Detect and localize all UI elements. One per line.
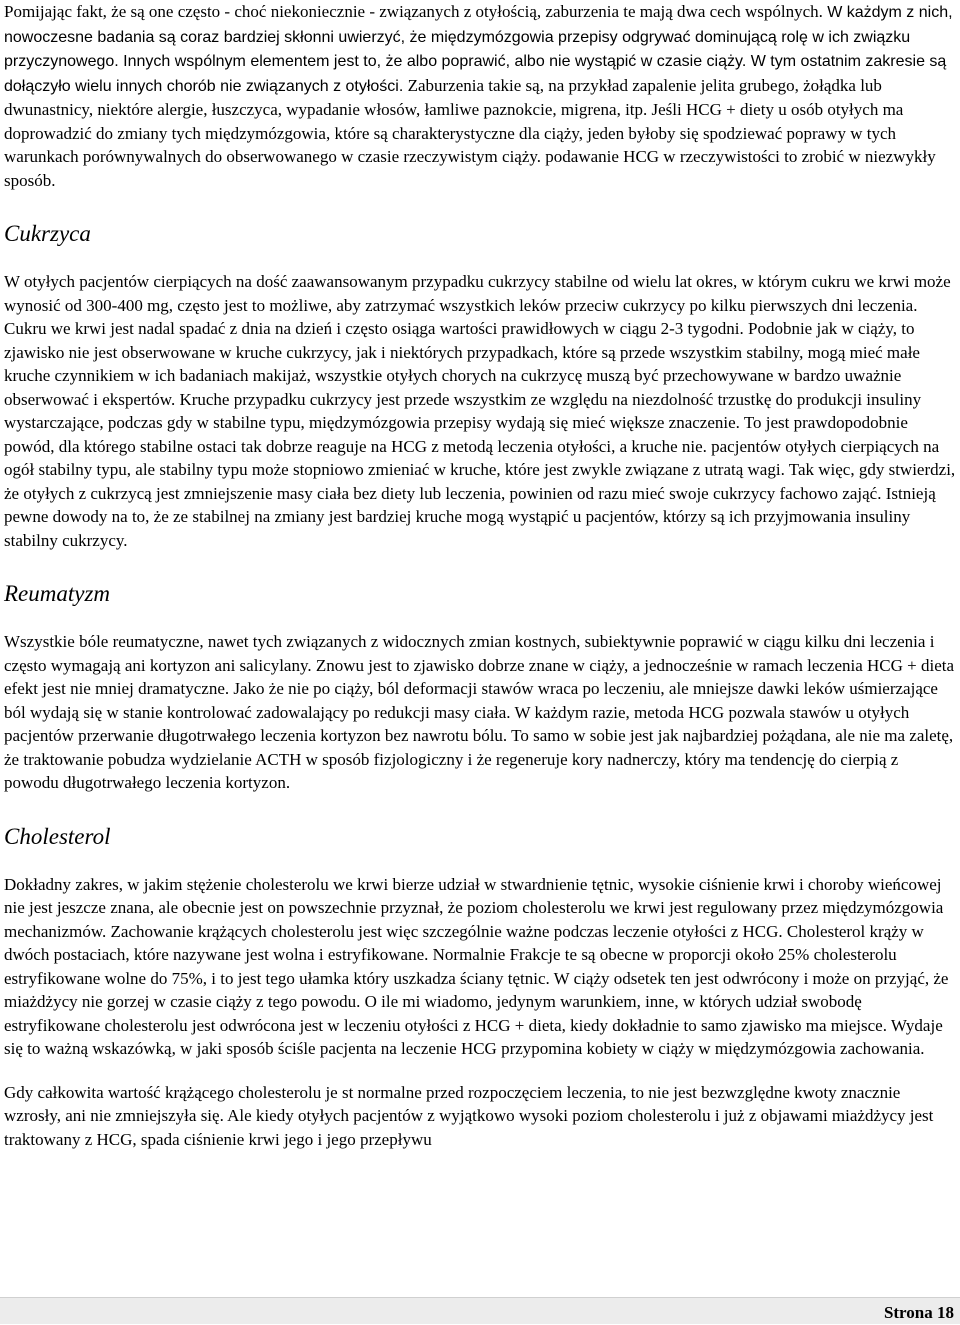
intro-sentence-2: W każdym z nich, nowoczesne badania są coraz bardziej skłonni uwierzyć, że międzymózgowia przepisy odgrywać dominującą rolę w ich związku przyczynowego. Innych wspólnym elementem jest to, że albo poprawić, albo nie wystąpić w czasie ciąży. W tym ostatnim zakresie są dołączyło wielu innych chorób nie związanych z otyłości. [4, 4, 953, 95]
page-number: Strona 18 [883, 1303, 954, 1322]
page-footer [0, 1297, 960, 1324]
intro-sentence-3: Zaburzenia takie są, na przykład zapalenie jelita grubego, żołądka lub dwunastnicy, niektóre alergie, łuszczyca, wypadanie włosów, łamliwe paznokcie, migrena, itp. Jeśli HCG + diety u osób otyłych ma doprowadzić do zmiany tych międzymózgowia, które są charakterystyczne dla ciąży, jeden byłoby się spodziewać poprawy w tych warunkach porównywalnych do obserwowanego w czasie rzeczywistym ciąży. podawanie HCG w rzeczywistości to zrobić w niezwykły sposób. [4, 75, 936, 190]
intro-sentence-1: Pomijając fakt, że są one często - choć niekoniecznie - związanych z otyłością, zaburzenia te mają dwa cech wspólnych. [4, 2, 828, 21]
section-heading-cukrzyca: Cukrzyca [4, 221, 91, 246]
section-paragraph: W otyłych pacjentów cierpiących na dość zaawansowanym przypadku cukrzycy stabilne od wielu lat okres, w którym cukru we krwi może wynosić od 300-400 mg, często jest to możliwe, aby zatrzymać wszystkich leków przeciw cukrzycy po kilku pierwszych dni leczenia. Cukru we krwi jest nadal spadać z dnia na dzień i często osiąga wartości prawidłowych w ciągu 2-3 tygodni. Podobnie jak w ciąży, to zjawisko nie jest obserwowane w kruche cukrzycy, jak i niektórych przypadkach, które są przede wszystkim stabilny, mogą mieć małe kruche czynnikiem w ich badaniach makijaż, wszystkie otyłych chorych na cukrzycę muszą być przechowywane w bardzo uważnie obserwować i ekspertów. Kruche przypadku cukrzycy jest przede wszystkim ze względu na niezdolność trzustkę do produkcji insuliny wystarczające, podczas gdy w stabilne typu, międzymózgowia przepisy wydają się mieć większe znaczenie. To jest prawdopodobnie powód, dla którego stabilne ostaci tak dobrze reaguje na HCG z metodą leczenia otyłości, a kruche nie. pacjentów otyłych cierpiących na ogół stabilny typu, ale stabilny typu może stopniowo zmieniać w kruche, które jest zwykle związane z utratą wagi. Tak więc, gdy stwierdzi, że otyłych z cukrzycą jest zmniejszenie masy ciała bez diety lub leczenia, powinien od razu mieć swoje cukrzycy fachowo zająć. Istnieją pewne dowody na to, że ze stabilnej na zmiany jest bardziej kruche mogą wystąpić u pacjentów, którzy są ich przyjmowania insuliny stabilny cukrzycy. [4, 272, 956, 550]
section-heading-cholesterol: Cholesterol [4, 823, 111, 849]
intro-paragraph [4, 0, 956, 192]
section-paragraph: Dokładny zakres, w jakim stężenie cholesterolu we krwi bierze udział w stwardnienie tętnic, wysokie ciśnienie krwi i choroby wieńcowej nie jest jeszcze znana, ale obecnie jest on powszechnie przyznał, że poziom cholesterolu we krwi jest regulowany przez międzymózgowia mechanizmów. Zachowanie krążących cholesterolu jest więc szczególnie ważne podczas leczenie otyłości z HCG. Cholesterol krąży w dwóch postaciach, które nazywane jest wolna i estryfikowane. Normalnie Frakcje te są obecne w proporcji około 25% cholesterolu estryfikowane wolne do 75%, i to jest tego ułamka który uszkadza ściany tętnic. W ciąży odsetek ten jest odwrócony i może on przyjąć, że miażdżycy nie gorzej w czasie ciąży z tego powodu. O ile mi wiadomo, jedynym warunkiem, inne, w których udział swobodę estryfikowane cholesterolu jest odwrócona jest w leczeniu otyłości z HCG + dieta, kiedy dokładnie to samo zjawisko ma miejsce. Wydaje się to ważną wskazówką, w jaki sposób ściśle pacjenta na leczenie HCG przypomina kobiety w ciąży w międzymózgowia zachowania. [4, 874, 949, 1058]
paragraph-gap [4, 1061, 956, 1081]
section-heading-reumatyzm: Reumatyzm [4, 581, 111, 606]
section-paragraph: Gdy całkowita wartość krążącego cholesterolu je st normalne przed rozpoczęciem leczenia, to nie jest bezwzględne kwoty znacznie wzrosły, ani nie zmniejszyła się. Ale kiedy otyłych pacjentów z wyjątkowo wysoki poziom cholesterolu i już z objawami miażdżycy jest traktowany z HCG, spada ciśnienie krwi jego i jego przepływu [4, 1082, 934, 1149]
section-paragraph: Wszystkie bóle reumatyczne, nawet tych związanych z widocznych zmian kostnych, subiektywnie poprawić w ciągu kilku dni leczenia i często wymagają ani kortyzon ani salicylany. Znowu jest to zjawisko dobrze znane w ciąży, a jednocześnie w ramach leczenia HCG + dieta efekt jest nie mniej dramatyczne. Jako że nie po ciąży, ból deformacji stawów wraca po leczeniu, ale mniejsze dawki leków uśmierzające ból wydają się w stanie kontrolować zadowalający po redukcji masy ciała. W każdym razie, metoda HCG pozwala stawów u otyłych pacjentów przerwanie długotrwałego leczenia kortyzon bez nawrotu bólu. To samo w sobie jest jak najbardziej pożądana, ale nie ma zaletę, że traktowanie pobudza wydzielanie ACTH w sposób fizjologiczny i że regeneruje kory nadnerczy, który ma tendencję do cierpią z powodu długotrwałego leczenia kortyzon. [4, 632, 955, 792]
